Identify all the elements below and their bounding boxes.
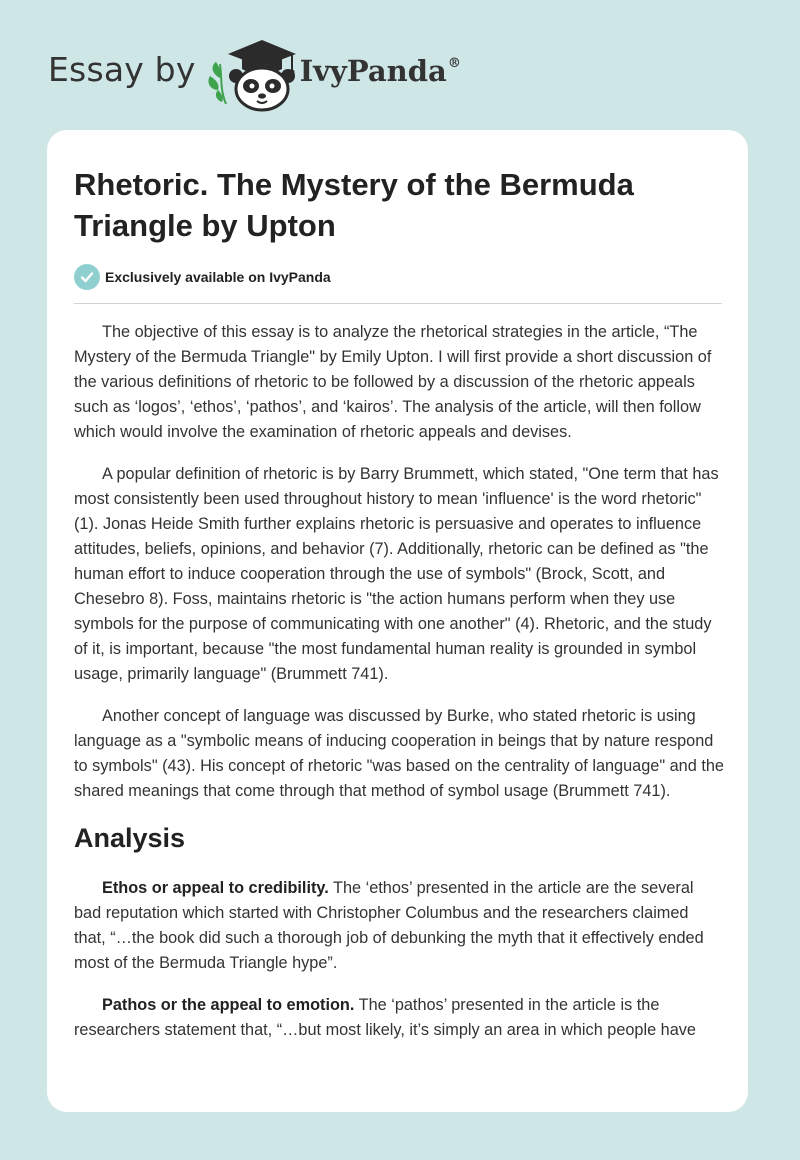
- pathos-lead: Pathos or the appeal to emotion.: [102, 996, 355, 1014]
- brand-prefix: Essay by: [48, 49, 196, 89]
- checkmark-icon: [74, 264, 100, 290]
- brand-name: IvyPanda®: [299, 54, 461, 88]
- ethos-lead: Ethos or appeal to credibility.: [102, 879, 329, 897]
- divider: [74, 303, 722, 304]
- section-heading: Analysis: [74, 823, 186, 853]
- pathos-text: The ‘pathos’ presented in the article is the researchers statement that, “…but most likely, it’s simply an area in which people have: [74, 996, 696, 1039]
- pathos-paragraph: [74, 993, 724, 1043]
- badge-label: Exclusively available on IvyPanda: [105, 269, 331, 285]
- exclusive-badge: [74, 264, 331, 290]
- paragraph: A popular definition of rhetoric is by Barry Brummett, which stated, "One term that has most consistently been used throughout history to mean 'influence' is the word rhetoric" (1). Jonas Heide Smith further explains rhetoric is persuasive and operates to influence attitudes, beliefs, opinions, and behavior (7). Additionally, rhetoric can be defined as "the human effort to induce cooperation through the use of symbols" (Brock, Scott, and Chesebro 8). Foss, maintains rhetoric is "the action humans perform when they use symbols for the purpose of communicating with one another" (4). Rhetoric, and the study of it, is important, because "the most fundamental human reality is grounded in symbol usage, primarily language" (Brummett 741).: [74, 465, 719, 683]
- essay-title: Rhetoric. The Mystery of the Bermuda Triangle by Upton: [74, 167, 634, 243]
- essay-body: [74, 320, 724, 1060]
- ethos-text: The ‘ethos’ presented in the article are the several bad reputation which started with Christopher Columbus and the researchers claimed that, “…the book did such a thorough job of debunking the myth that it effectively ended most of the Bermuda Triangle hype”.: [74, 879, 704, 972]
- paragraph: The objective of this essay is to analyze the rhetorical strategies in the article, “The Mystery of the Bermuda Triangle" by Emily Upton. I will first provide a short discussion of the various definitions of rhetoric to be followed by a discussion of the rhetoric appeals such as ‘logos’, ‘ethos’, ‘pathos’, and ‘kairos’. The analysis of the article, will then follow which would involve the examination of rhetoric appeals and devises.: [74, 323, 712, 441]
- brand-header[interactable]: [48, 34, 461, 112]
- panda-logo-icon: [206, 34, 298, 112]
- paragraph: Another concept of language was discussed by Burke, who stated rhetoric is using language as a "symbolic means of inducing cooperation in beings that by nature respond to symbols" (43). His concept of rhetoric "was based on the centrality of language" and the shared meanings that come through that method of symbol usage (Brummett 741).: [74, 707, 724, 800]
- essay-card: [47, 130, 748, 1112]
- ethos-paragraph: [74, 876, 724, 976]
